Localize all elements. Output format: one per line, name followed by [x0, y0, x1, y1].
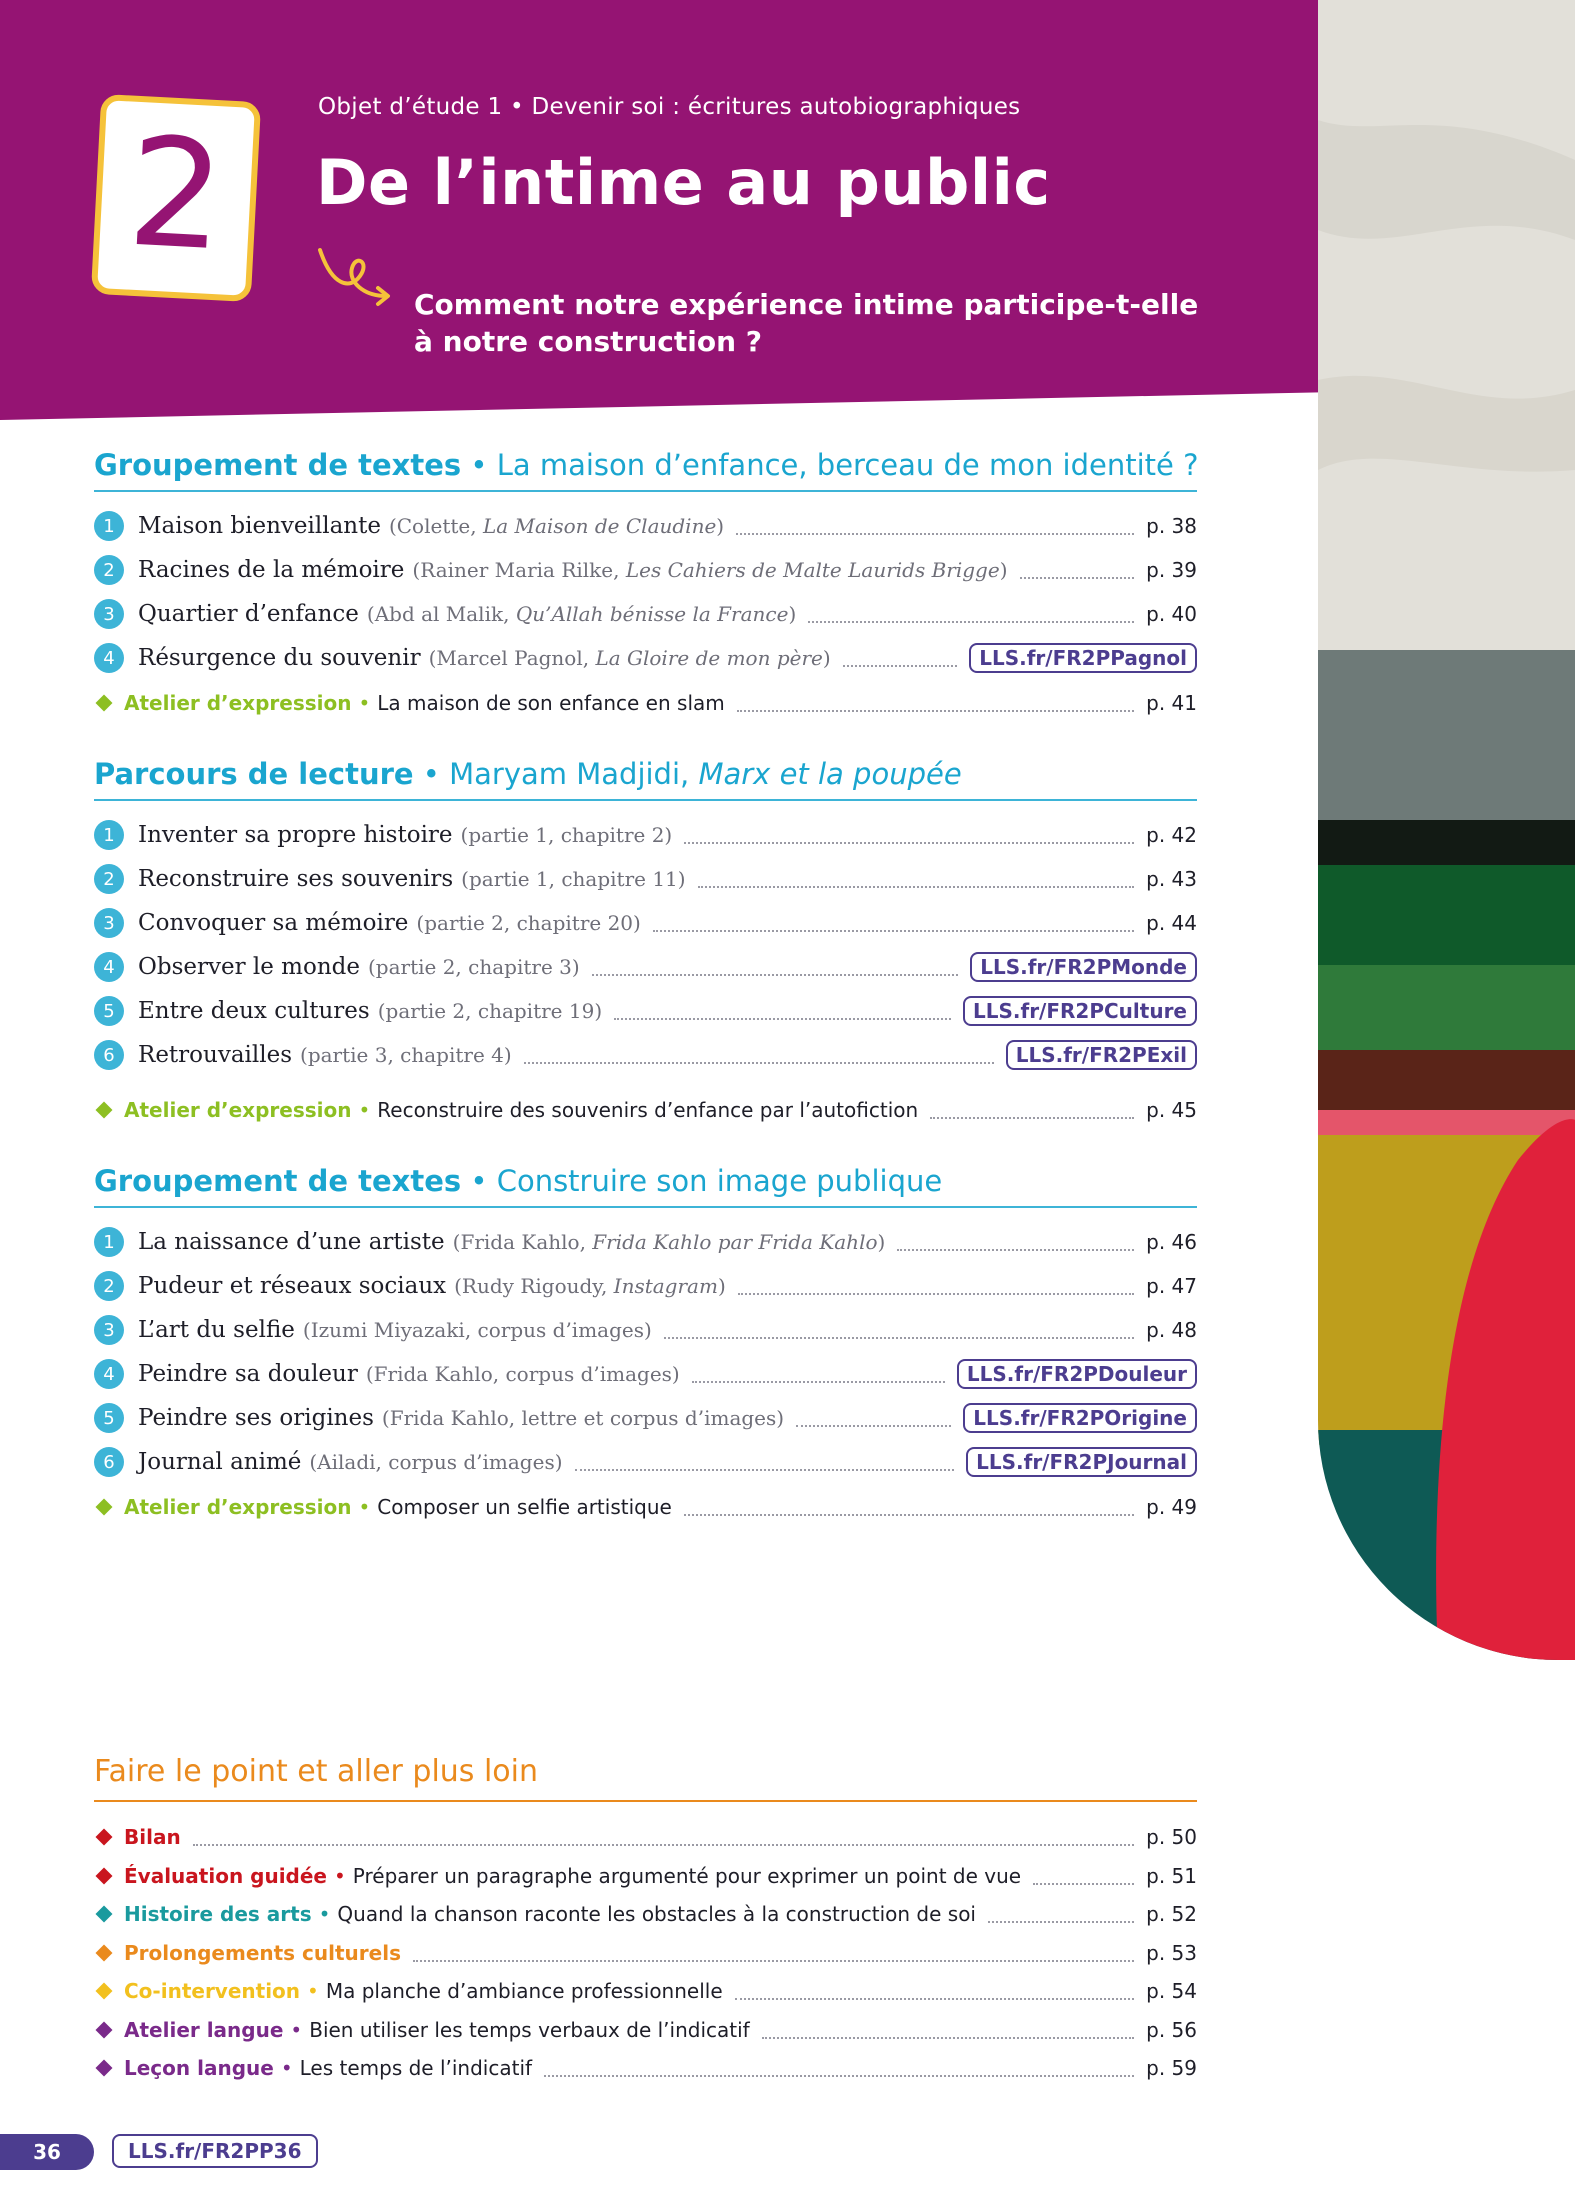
entry-title: Résurgence du souvenir [138, 645, 421, 671]
section-separator: • [470, 1164, 488, 1198]
entry-number-badge: 6 [94, 1040, 124, 1070]
dot-leader [843, 665, 958, 667]
dot-leader [684, 1514, 1134, 1516]
atelier-text: Reconstruire des souvenirs d’enfance par l’autofiction [377, 1098, 919, 1122]
online-link-badge[interactable]: LLS.fr/FR2PJournal [966, 1447, 1197, 1477]
entry-source-close: ) [788, 602, 797, 626]
entry-source [412, 558, 1007, 582]
entry-source-author: (Izumi Miyazaki, corpus d’images) [302, 1318, 652, 1342]
toc-entry[interactable] [94, 1352, 1197, 1396]
section-heading [94, 1164, 1197, 1208]
atelier-row[interactable] [94, 1484, 1197, 1530]
section-heading [94, 757, 1197, 801]
toc-entry[interactable] [94, 857, 1197, 901]
bottom-entry-text: Quand la chanson raconte les obstacles à la construction de soi [337, 1902, 976, 1927]
dot-leader [592, 974, 959, 976]
bottom-section [94, 1754, 1197, 2088]
section-kind: Parcours de lecture [94, 757, 414, 791]
dot-leader [738, 1293, 1134, 1295]
entry-source [416, 911, 640, 935]
entry-source-author: (Ailadi, corpus d’images) [309, 1450, 563, 1474]
entry-source-author: (Frida Kahlo, corpus d’images) [365, 1362, 680, 1386]
page-ref: p. 46 [1146, 1230, 1197, 1254]
dot-leader [762, 2037, 1134, 2039]
atelier-label: Atelier d’expression [124, 691, 352, 715]
page-ref: p. 50 [1146, 1825, 1197, 1850]
bottom-entry-separator: • [307, 1979, 319, 2004]
page-ref: p. 40 [1146, 602, 1197, 626]
atelier-text: Composer un selfie artistique [377, 1495, 672, 1519]
entry-source-author: (partie 2, chapitre 20) [416, 911, 641, 935]
page-ref: p. 59 [1146, 2056, 1197, 2081]
dot-leader [575, 1469, 955, 1471]
dot-leader [524, 1062, 994, 1064]
entry-source-author: (partie 2, chapitre 3) [367, 955, 580, 979]
dot-leader [930, 1117, 1134, 1119]
section-title: La maison d’enfance, berceau de mon identité ? [496, 448, 1199, 482]
page-ref: p. 45 [1146, 1098, 1197, 1122]
entry-title: Convoquer sa mémoire [138, 910, 409, 936]
entry-source [300, 1043, 512, 1067]
page-number: 36 [0, 2134, 94, 2170]
entry-title: Reconstruire ses souvenirs [138, 866, 454, 892]
bottom-entry-label: Atelier langue [124, 2017, 284, 2042]
section-heading [94, 448, 1197, 492]
bottom-entry-text: Ma planche d’ambiance professionnelle [325, 1979, 723, 2004]
entry-number-badge: 2 [94, 864, 124, 894]
toc-entry[interactable] [94, 813, 1197, 857]
diamond-bullet-icon [96, 695, 113, 712]
dot-leader [692, 1381, 945, 1383]
bottom-entry[interactable] [94, 1934, 1197, 1973]
entry-source-close: ) [999, 558, 1008, 582]
dot-leader [796, 1425, 951, 1427]
entry-number-badge: 2 [94, 555, 124, 585]
atelier-separator: • [358, 691, 371, 715]
entry-number-badge: 5 [94, 996, 124, 1026]
dot-leader [193, 1844, 1134, 1846]
page-ref: p. 42 [1146, 823, 1197, 847]
page-ref: p. 39 [1146, 558, 1197, 582]
bottom-section-title: Faire le point et aller plus loin [94, 1754, 1197, 1802]
dot-leader [684, 842, 1134, 844]
atelier-separator: • [358, 1098, 371, 1122]
entry-source-author: (Rainer Maria Rilke, [412, 558, 626, 582]
bottom-entry-label: Co-intervention [124, 1979, 301, 2004]
entry-source-close: ) [877, 1230, 886, 1254]
online-link-badge[interactable]: LLS.fr/FR2PCulture [963, 996, 1197, 1026]
diamond-bullet-icon [96, 1499, 113, 1516]
bottom-entry-label: Histoire des arts [124, 1902, 312, 1927]
entry-number-badge: 3 [94, 599, 124, 629]
bottom-entry[interactable] [94, 1895, 1197, 1934]
entry-source-author: (partie 2, chapitre 19) [377, 999, 603, 1023]
section-kind: Groupement de textes [94, 448, 462, 482]
bottom-entry-label: Prolongements culturels [124, 1940, 401, 1965]
entry-title: L’art du selfie [138, 1317, 295, 1343]
bottom-entry-label: Leçon langue [124, 2056, 274, 2081]
dot-leader [413, 1960, 1134, 1962]
entry-list [94, 504, 1197, 680]
atelier-separator: • [358, 1495, 371, 1519]
entry-title: La naissance d’une artiste [138, 1229, 445, 1255]
entry-number-badge: 1 [94, 1227, 124, 1257]
entry-number-badge: 5 [94, 1403, 124, 1433]
bottom-entry-list [94, 1818, 1197, 2088]
entry-source-close: ) [717, 1274, 726, 1298]
bottom-entry-separator: • [318, 1902, 331, 1927]
bottom-entry-separator: • [290, 2017, 303, 2042]
section-separator: • [470, 448, 488, 482]
bottom-entry-separator: • [280, 2056, 293, 2081]
toc-entry[interactable] [94, 504, 1197, 548]
bottom-entry[interactable] [94, 2011, 1197, 2050]
page-ref: p. 49 [1146, 1495, 1197, 1519]
dot-leader [698, 886, 1135, 888]
section-groupement-1 [94, 448, 1197, 726]
page-ref: p. 51 [1146, 1863, 1197, 1888]
entry-source [454, 1274, 726, 1298]
entry-source-author: (Rudy Rigoudy, [454, 1274, 614, 1298]
entry-number-badge: 1 [94, 820, 124, 850]
entry-source-work: Les Cahiers de Malte Laurids Brigge [625, 558, 1000, 582]
online-link-badge[interactable]: LLS.fr/FR2PMonde [970, 952, 1197, 982]
entry-title: Peindre sa douleur [138, 1361, 358, 1387]
entry-title: Pudeur et réseaux sociaux [138, 1273, 447, 1299]
toc-entry[interactable] [94, 1440, 1197, 1484]
dot-leader [653, 930, 1134, 932]
entry-source [303, 1318, 652, 1342]
dot-leader [737, 710, 1134, 712]
bottom-entry[interactable] [94, 1972, 1197, 2011]
entry-source-author: (partie 3, chapitre 4) [300, 1043, 512, 1067]
page-ref: p. 48 [1146, 1318, 1197, 1342]
toc-entry[interactable] [94, 592, 1197, 636]
page-ref: p. 52 [1146, 1902, 1197, 1927]
entry-list [94, 813, 1197, 1077]
dot-leader [735, 1998, 1135, 2000]
section-title: Construire son image publique [496, 1164, 943, 1198]
page-title: De l’intime au public [316, 146, 1051, 219]
entry-source [366, 1362, 680, 1386]
entry-number-badge: 4 [94, 1359, 124, 1389]
entry-title: Retrouvailles [138, 1042, 293, 1068]
diamond-bullet-icon [96, 2060, 113, 2077]
entry-number-badge: 6 [94, 1447, 124, 1477]
bottom-entry-text: Bien utiliser les temps verbaux de l’indicatif [309, 2017, 750, 2042]
dot-leader [1033, 1883, 1134, 1885]
atelier-row[interactable] [94, 680, 1197, 726]
diamond-bullet-icon [96, 1102, 113, 1119]
bottom-entry[interactable] [94, 2049, 1197, 2088]
entry-title: Quartier d’enfance [138, 601, 359, 627]
page-ref: p. 54 [1146, 1979, 1197, 2004]
online-link-badge[interactable]: LLS.fr/FR2PPagnol [969, 643, 1197, 673]
entry-source [389, 514, 724, 538]
entry-source-author: (Marcel Pagnol, [428, 646, 596, 670]
dot-leader [1020, 577, 1135, 579]
bottom-entry-label: Évaluation guidée [124, 1863, 327, 1888]
study-object: Objet d’étude 1 • Devenir soi : écritures autobiographiques [318, 94, 1021, 120]
dot-leader [544, 2075, 1134, 2077]
toc-entry[interactable] [94, 1264, 1197, 1308]
toc-entry[interactable] [94, 636, 1197, 680]
diamond-bullet-icon [96, 1867, 113, 1884]
dot-leader [736, 533, 1134, 535]
page-ref: p. 53 [1146, 1940, 1197, 1965]
entry-source [367, 602, 796, 626]
dot-leader [614, 1018, 951, 1020]
page-ref: p. 47 [1146, 1274, 1197, 1298]
entry-title: Inventer sa propre histoire [138, 822, 453, 848]
entry-source-work: La Gloire de mon père [595, 646, 823, 670]
chapter-number-box [91, 94, 261, 302]
entry-source-close: ) [822, 646, 831, 670]
atelier-label: Atelier d’expression [124, 1495, 352, 1519]
page-ref: p. 43 [1146, 867, 1197, 891]
entry-source-author: (partie 1, chapitre 11) [461, 867, 686, 891]
entry-number-badge: 1 [94, 511, 124, 541]
entry-source-work: Instagram [613, 1274, 718, 1298]
atelier-label: Atelier d’expression [124, 1098, 352, 1122]
entry-source [368, 955, 580, 979]
entry-source [382, 1406, 784, 1430]
entry-source [309, 1450, 562, 1474]
toc-entry[interactable] [94, 901, 1197, 945]
swirl-arrow-icon [316, 246, 406, 316]
chapter-question [414, 286, 1198, 360]
section-title [449, 757, 962, 791]
diamond-bullet-icon [96, 1829, 113, 1846]
toc-entry[interactable] [94, 548, 1197, 592]
page-ref: p. 38 [1146, 514, 1197, 538]
toc-entry[interactable] [94, 989, 1197, 1033]
online-link-badge[interactable]: LLS.fr/FR2PExil [1006, 1040, 1197, 1070]
page-ref: p. 56 [1146, 2017, 1197, 2042]
question-line-1: Comment notre expérience intime participe-t-elle [414, 288, 1199, 321]
entry-number-badge: 2 [94, 1271, 124, 1301]
entry-number-badge: 3 [94, 908, 124, 938]
entry-source [378, 999, 602, 1023]
toc-entry[interactable] [94, 1396, 1197, 1440]
section-parcours [94, 757, 1197, 1133]
entry-source-work: La Maison de Claudine [482, 514, 717, 538]
diamond-bullet-icon [96, 1983, 113, 2000]
section-separator: • [422, 757, 440, 791]
toc-entry[interactable] [94, 1033, 1197, 1077]
page-ref: p. 44 [1146, 911, 1197, 935]
entry-source [453, 1230, 886, 1254]
bottom-entry-text: Préparer un paragraphe argumenté pour exprimer un point de vue [352, 1863, 1022, 1888]
entry-title: Journal animé [138, 1449, 302, 1475]
chapter-number: 2 [123, 105, 229, 285]
entry-source [429, 646, 831, 670]
dot-leader [808, 621, 1134, 623]
diamond-bullet-icon [96, 2021, 113, 2038]
entry-source-author: (Frida Kahlo, [452, 1230, 593, 1254]
entry-source-close: ) [716, 514, 725, 538]
dot-leader [664, 1337, 1134, 1339]
atelier-text: La maison de son enfance en slam [377, 691, 725, 715]
entry-title: Maison bienveillante [138, 513, 381, 539]
dot-leader [988, 1921, 1134, 1923]
entry-source-author: (partie 1, chapitre 2) [460, 823, 673, 847]
toc-entry[interactable] [94, 945, 1197, 989]
diamond-bullet-icon [96, 1906, 113, 1923]
bottom-entry-label: Bilan [124, 1825, 181, 1850]
page-link-badge[interactable]: LLS.fr/FR2PP36 [112, 2134, 318, 2168]
entry-title: Racines de la mémoire [138, 557, 405, 583]
toc-entry[interactable] [94, 1308, 1197, 1352]
entry-source-author: (Frida Kahlo, lettre et corpus d’images) [381, 1406, 785, 1430]
entry-source-work: Qu’Allah bénisse la France [515, 602, 789, 626]
section-groupement-2 [94, 1164, 1197, 1530]
entry-title: Peindre ses origines [138, 1405, 374, 1431]
atelier-row[interactable] [94, 1087, 1197, 1133]
bottom-entry[interactable] [94, 1818, 1197, 1857]
online-link-badge[interactable]: LLS.fr/FR2POrigine [963, 1403, 1197, 1433]
entry-source-work: Frida Kahlo par Frida Kahlo [592, 1230, 878, 1254]
entry-source [461, 867, 685, 891]
toc-entry[interactable] [94, 1220, 1197, 1264]
entry-source-author: (Abd al Malik, [366, 602, 516, 626]
painting-illustration [1318, 0, 1575, 1660]
section-kind: Groupement de textes [94, 1164, 462, 1198]
bottom-entry-text: Les temps de l’indicatif [299, 2056, 533, 2081]
online-link-badge[interactable]: LLS.fr/FR2PDouleur [957, 1359, 1197, 1389]
entry-list [94, 1220, 1197, 1484]
section-title-author: Maryam Madjidi, [449, 757, 699, 791]
bottom-entry-separator: • [334, 1863, 346, 1888]
entry-number-badge: 4 [94, 952, 124, 982]
page-ref: p. 41 [1146, 691, 1197, 715]
question-line-2: à notre construction ? [414, 325, 763, 358]
entry-title: Observer le monde [138, 954, 360, 980]
entry-title: Entre deux cultures [138, 998, 370, 1024]
entry-source [461, 823, 673, 847]
entry-number-badge: 3 [94, 1315, 124, 1345]
section-title-work: Marx et la poupée [698, 757, 962, 791]
dot-leader [897, 1249, 1134, 1251]
diamond-bullet-icon [96, 1944, 113, 1961]
entry-number-badge: 4 [94, 643, 124, 673]
entry-source-author: (Colette, [388, 514, 483, 538]
bottom-entry[interactable] [94, 1857, 1197, 1896]
